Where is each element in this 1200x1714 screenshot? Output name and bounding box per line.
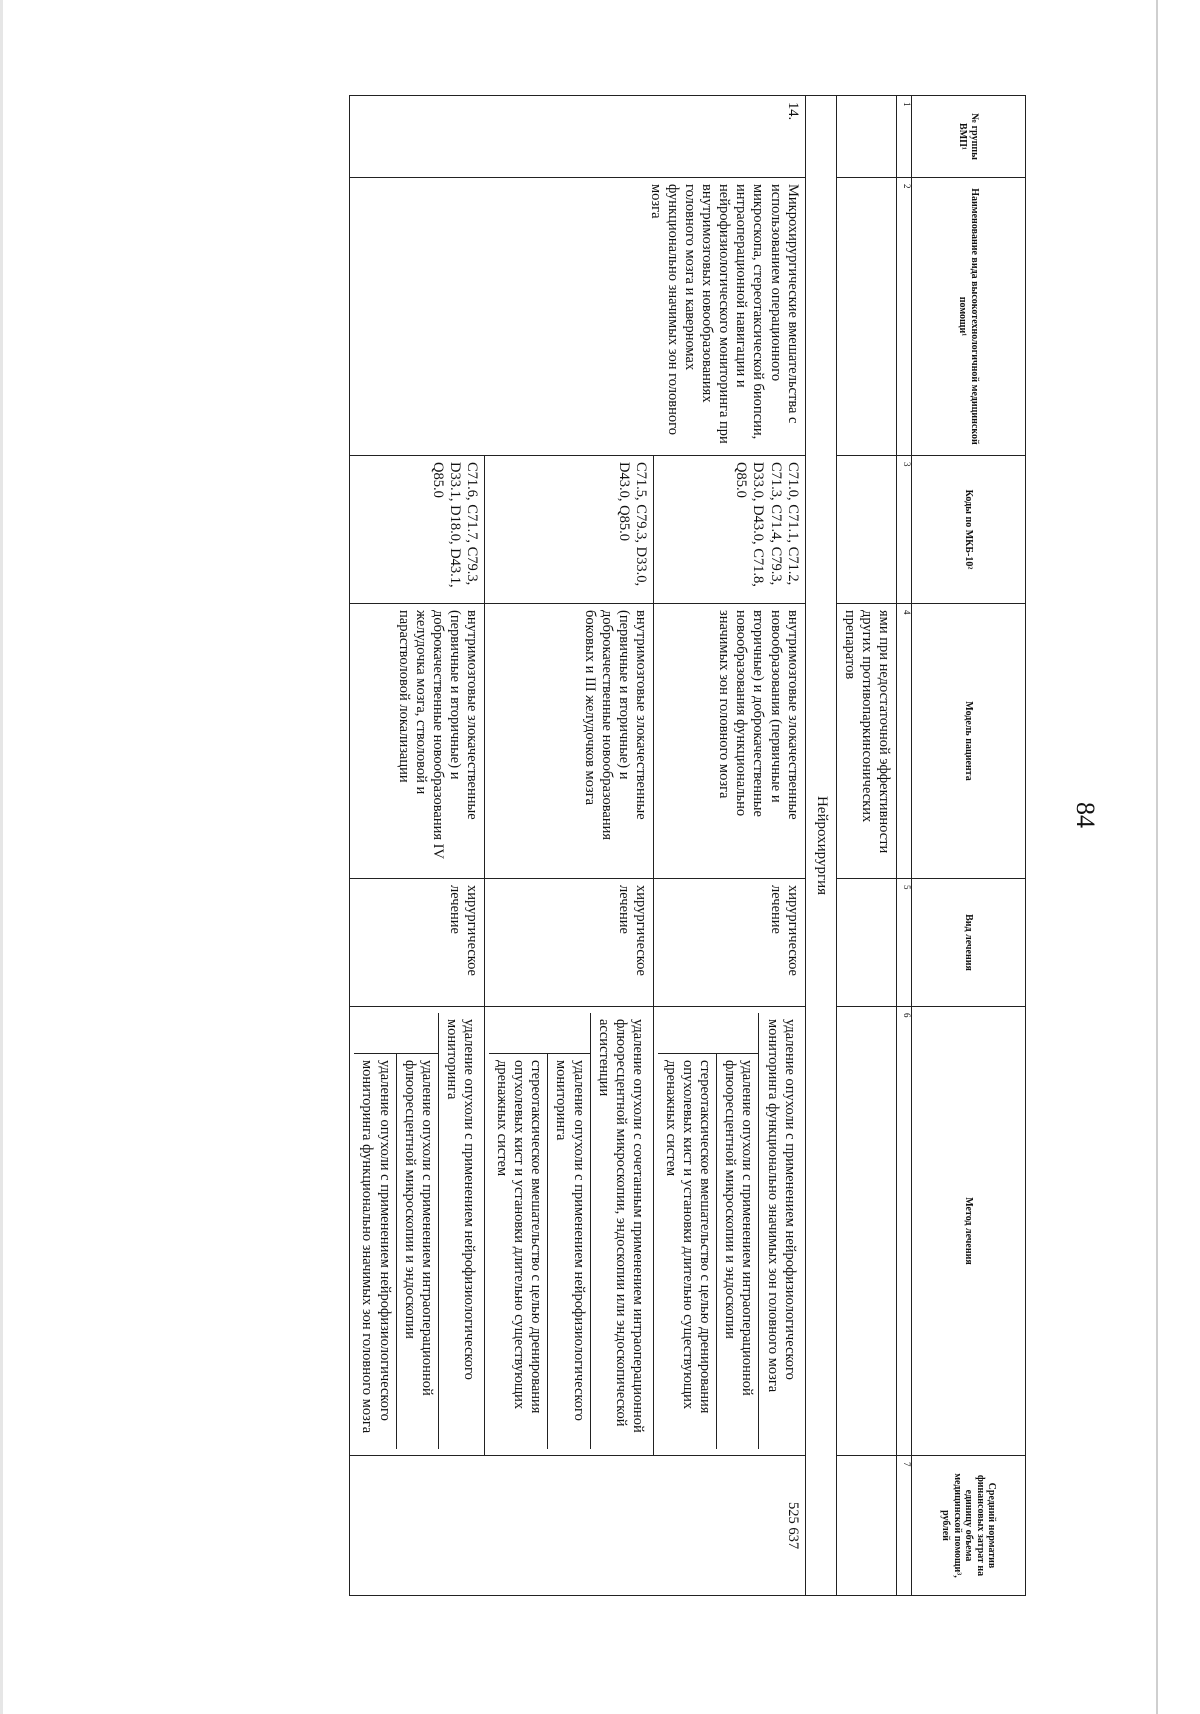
column-number: 3 [897, 456, 912, 604]
group-number: 14. [350, 96, 805, 178]
continuation-model: ями при недостаточной эффективности других противопаркинсонических препаратов [836, 604, 896, 879]
column-number-row [897, 96, 912, 1596]
treatment-type: хирургическое лечение [350, 879, 485, 1007]
method-item: удаление опухоли с применением нейрофизиологического мониторинга [547, 1053, 589, 1449]
header-row [912, 96, 1026, 1596]
method-item: стереотаксическое вмешательство с целью дренирования опухолевых кист и установки длительно существующих дренажных систем [489, 1053, 547, 1449]
column-number: 1 [897, 96, 912, 178]
continuation-row [836, 96, 896, 1596]
care-type-name: Микрохирургические вмешательства с использованием операционного микроскопа, стереотаксической биопсии, интраоперационной навигации и нейрофизиологического мониторинга при внутримозговых новообразованиях головного мозга и каверномах функционально значимых зон головного мозга [350, 178, 805, 456]
header-group-number: № группы ВМП¹ [912, 96, 1026, 178]
section-row [805, 96, 836, 1596]
scan-edge-right [1156, 0, 1158, 1714]
method-item: удаление опухоли с применением нейрофизиологического мониторинга функционально значимых зон головного мозга [758, 1013, 800, 1449]
section-title: Нейрохирургия [805, 96, 836, 1596]
method-item: удаление опухоли с применением нейрофизиологического мониторинга функционально значимых зон головного мозга [354, 1053, 395, 1449]
header-treatment-method: Метод лечения [912, 1007, 1026, 1456]
header-cost-norm: Средний норматив финансовых затрат на единицу объема медицинской помощи³, рублей [912, 1456, 1026, 1596]
treatment-methods [653, 1007, 805, 1456]
header-care-type: Наименование вида высокотехнологичной медицинской помощи¹ [912, 178, 1026, 456]
method-item: удаление опухоли с применением интраоперационной флюоресцентной микроскопии и эндоскопии [396, 1053, 438, 1449]
patient-model: внутримозговые злокачественные (первичные и вторичные) и доброкачественные новообразования боковых и III желудочков мозга [485, 604, 654, 879]
header-icd-codes: Коды по МКБ-10² [912, 456, 1026, 604]
column-number: 5 [897, 879, 912, 1007]
method-item: удаление опухоли с сочетанным применением интраоперационной флюоресцентной микроскопии, эндоскопии или эндоскопической ассистенции [590, 1013, 649, 1449]
patient-model: внутримозговые злокачественные новообразования (первичные и вторичные) и доброкачественные новообразования функционально значимых зон головного мозга [653, 604, 805, 879]
method-item: удаление опухоли с применением нейрофизиологического мониторинга [438, 1013, 480, 1449]
treatment-methods [350, 1007, 485, 1456]
page-number: 84 [1071, 802, 1100, 828]
patient-model: внутримозговые злокачественные (первичные и вторичные) и доброкачественные новообразования IV желудочка мозга, стволовой и парастволовой локализации [350, 604, 485, 879]
column-number: 2 [897, 178, 912, 456]
column-number: 4 [897, 604, 912, 879]
method-item: стереотаксическое вмешательство с целью дренирования опухолевых кист и установки длительно существующих дренажных систем [658, 1053, 716, 1449]
icd-codes: C71.5, C79.3, D33.0, D43.0, Q85.0 [485, 456, 654, 604]
treatment-methods [485, 1007, 654, 1456]
treatment-type: хирургическое лечение [485, 879, 654, 1007]
icd-codes: C71.0, C71.1, C71.2, C71.3, C71.4, C79.3, D33.0, D43.0, C71.8, Q85.0 [653, 456, 805, 604]
icd-codes: C71.6, C71.7, C79.3, D33.1, D18.0, D43.1, Q85.0 [350, 456, 485, 604]
scan-edge-left [0, 0, 3, 1714]
cost-norm-value: 525 637 [350, 1456, 805, 1596]
column-number: 6 [897, 1007, 912, 1456]
header-treatment-type: Вид лечения [912, 879, 1026, 1007]
treatment-type: хирургическое лечение [653, 879, 805, 1007]
column-number: 7 [897, 1456, 912, 1596]
vmp-table [349, 95, 1026, 1596]
rotated-table-container [90, 95, 1026, 1595]
method-item: удаление опухоли с применением интраоперационной флюоресцентной микроскопии и эндоскопии [716, 1053, 758, 1449]
table-row [653, 96, 805, 1596]
header-patient-model: Модель пациента [912, 604, 1026, 879]
